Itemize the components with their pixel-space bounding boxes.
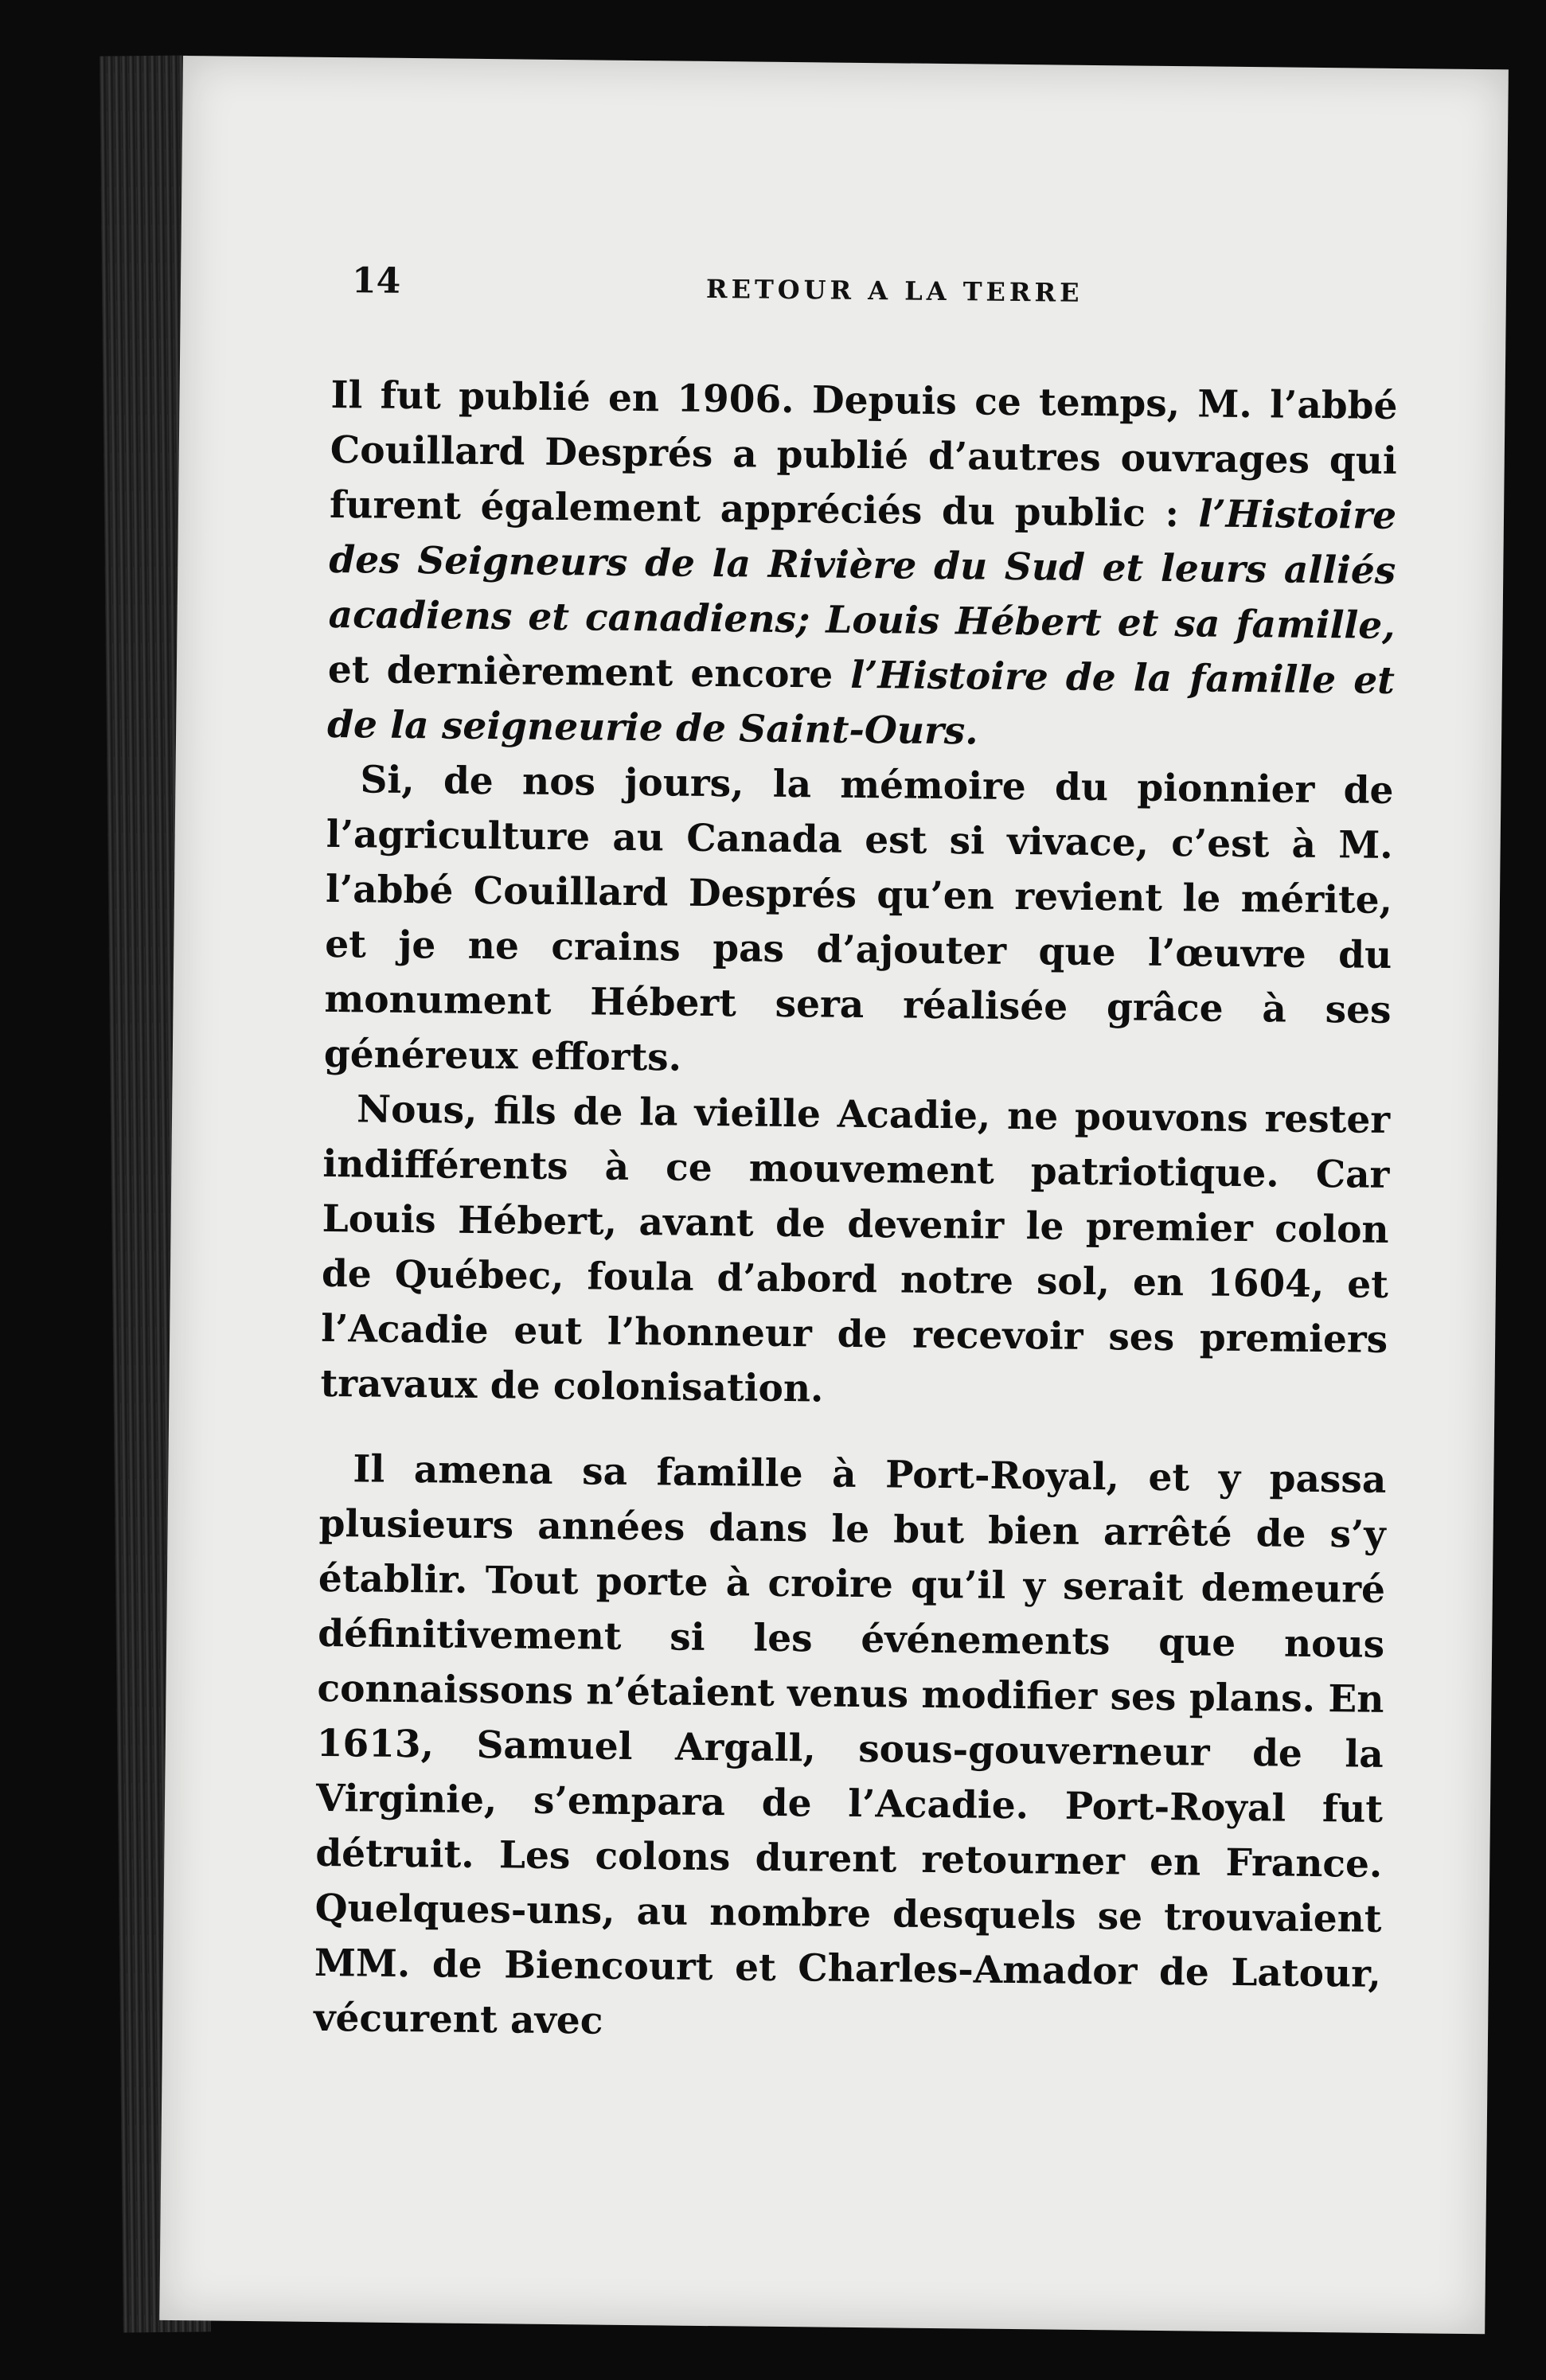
italic-title-text: l’Histoire de la famille et de la seigneurie de Saint-Ours.: [326, 653, 1396, 754]
paragraph: [324, 752, 1394, 1093]
paragraph: [327, 368, 1398, 763]
page-header: [180, 259, 1506, 336]
paragraph-text: Nous, fils de la vieille Acadie, ne pouvons rester indifférents à ce mouvement patriotique. Car Louis Hébert, avant de devenir le premier colon de Québec, foula d’abord notre sol, en 1604, et l’Acadie eut l’honneur de recevoir ses premiers travaux de colonisation.: [320, 1087, 1391, 1411]
italic-title-text: l’Histoire des Seigneurs de la Rivière du Sud et leurs alliés acadiens et canadiens; Louis Hébert et sa famille,: [328, 492, 1397, 648]
paragraph-text: Si, de nos jours, la mémoire du pionnier de l’agriculture au Canada est si vivace, c’est à M. l’abbé Couillard Després qu’en revient le mérite, et je ne crains pas d’ajouter que l’œuvre du monument Hébert sera réalisée grâce à ses généreux efforts.: [323, 758, 1394, 1080]
running-title: RETOUR A LA TERRE: [705, 273, 1083, 308]
page-number: 14: [351, 260, 401, 302]
paragraph-text: Il amena sa famille à Port-Royal, et y passa plusieurs années dans le but bien arrêté de s’y établir. Tout porte à croire qu’il y serait demeuré définitivement si les événements que nous connaissons n’étaient venus modifier ses plans. En 1613, Samuel Argall, sous-gouverneur de la Virginie, s’empara de l’Acadie. Port-Royal fut détruit. Les colons durent retourner en France. Quelques-uns, au nombre desquels se trouvaient MM. de Biencourt et Charles-Amador de Latour, vécurent avec: [313, 1447, 1387, 2043]
paragraph: [320, 1082, 1390, 1422]
book-page: [159, 56, 1509, 2334]
body-text: [314, 368, 1398, 2057]
paragraph: [314, 1442, 1387, 2057]
paragraph-text: Il fut publié en 1906. Depuis ce temps, M. l’abbé Couillard Després a publié d’autres ouvrages qui furent également appréciés du public :: [329, 373, 1398, 536]
paragraph-text: et dernièrement encore: [327, 647, 851, 697]
